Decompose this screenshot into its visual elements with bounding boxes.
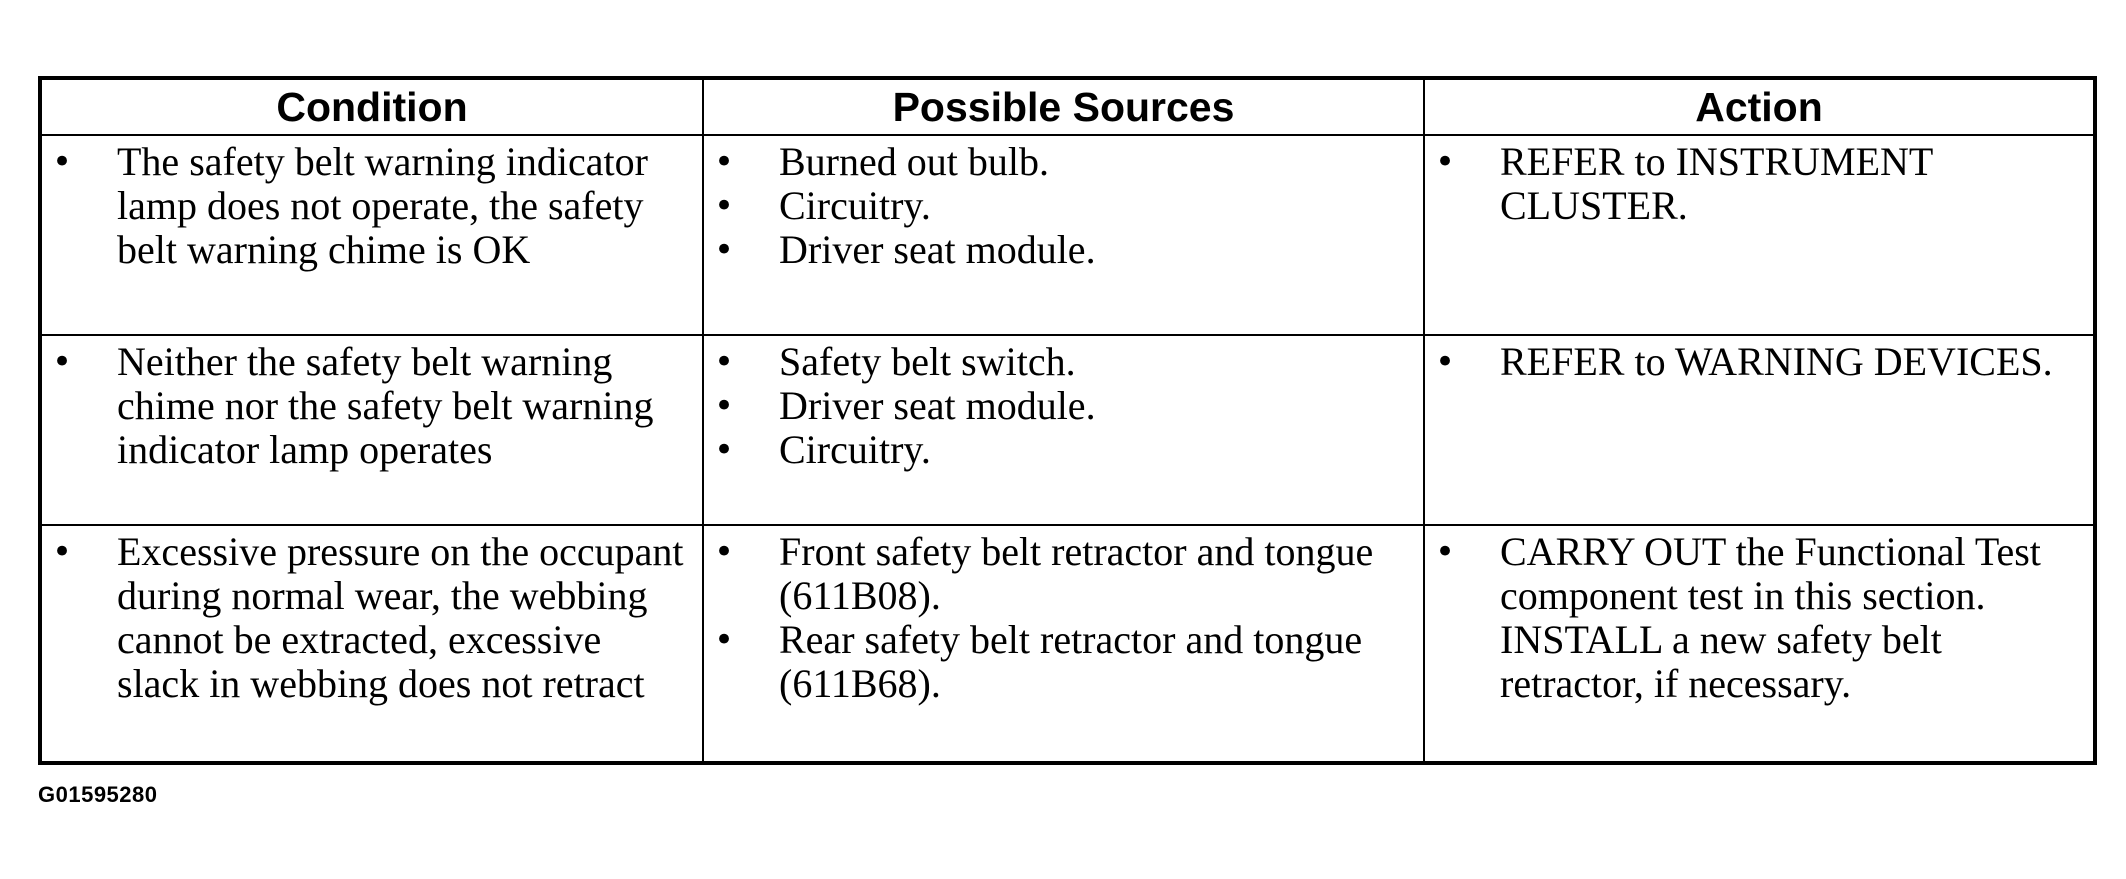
bullet-icon: • xyxy=(714,532,735,572)
bullet-icon: • xyxy=(714,230,735,270)
sources-cell xyxy=(703,135,1424,335)
list-item xyxy=(704,184,1413,228)
bullet-icon: • xyxy=(714,186,735,226)
list-item xyxy=(1425,140,2083,228)
bullet-icon: • xyxy=(714,620,735,660)
header-action: Action xyxy=(1424,78,2095,135)
bullet-icon: • xyxy=(714,386,735,426)
table-row xyxy=(40,135,2095,335)
table-row xyxy=(40,525,2095,763)
sources-cell xyxy=(703,335,1424,525)
bullet-icon: • xyxy=(714,142,735,182)
bullet-icon: • xyxy=(52,532,73,572)
bullet-icon: • xyxy=(52,342,73,382)
list-item xyxy=(704,228,1413,272)
source-text: Driver seat module. xyxy=(779,227,1096,272)
list-item xyxy=(42,530,692,706)
bullet-icon: • xyxy=(714,430,735,470)
list-item xyxy=(704,530,1413,618)
bullet-icon: • xyxy=(1435,532,1456,572)
list-item xyxy=(704,428,1413,472)
source-text: Driver seat module. xyxy=(779,383,1096,428)
list-item xyxy=(1425,340,2083,384)
condition-text: The safety belt warning indicator lamp does not operate, the safety belt warning chime is OK xyxy=(117,139,648,272)
source-text: Circuitry. xyxy=(779,183,931,228)
source-text: Rear safety belt retractor and tongue (611B68). xyxy=(779,617,1363,706)
sources-cell xyxy=(703,525,1424,763)
source-text: Circuitry. xyxy=(779,427,931,472)
list-item xyxy=(42,340,692,472)
condition-cell xyxy=(40,525,703,763)
bullet-icon: • xyxy=(1435,142,1456,182)
header-possible-sources: Possible Sources xyxy=(703,78,1424,135)
action-text: CARRY OUT the Functional Test component test in this section. INSTALL a new safety belt retractor, if necessary. xyxy=(1500,529,2041,706)
source-text: Burned out bulb. xyxy=(779,139,1049,184)
condition-cell xyxy=(40,335,703,525)
action-cell xyxy=(1424,135,2095,335)
action-cell xyxy=(1424,335,2095,525)
source-text: Safety belt switch. xyxy=(779,339,1076,384)
bullet-icon: • xyxy=(714,342,735,382)
action-text: REFER to WARNING DEVICES. xyxy=(1500,339,2053,384)
action-cell xyxy=(1424,525,2095,763)
action-text: REFER to INSTRUMENT CLUSTER. xyxy=(1500,139,1933,228)
table-header-row xyxy=(40,78,2095,135)
list-item xyxy=(42,140,692,272)
list-item xyxy=(704,340,1413,384)
condition-text: Excessive pressure on the occupant during normal wear, the webbing cannot be extracted, excessive slack in webbing does not retract xyxy=(117,529,684,706)
symptom-chart-table xyxy=(38,76,2097,765)
bullet-icon: • xyxy=(52,142,73,182)
list-item xyxy=(704,618,1413,706)
list-item xyxy=(704,384,1413,428)
table-row xyxy=(40,335,2095,525)
figure-code: G01595280 xyxy=(38,782,158,807)
bullet-icon: • xyxy=(1435,342,1456,382)
source-text: Front safety belt retractor and tongue (611B08). xyxy=(779,529,1374,618)
condition-text: Neither the safety belt warning chime nor the safety belt warning indicator lamp operates xyxy=(117,339,654,472)
condition-cell xyxy=(40,135,703,335)
list-item xyxy=(1425,530,2083,706)
list-item xyxy=(704,140,1413,184)
header-condition: Condition xyxy=(40,78,703,135)
